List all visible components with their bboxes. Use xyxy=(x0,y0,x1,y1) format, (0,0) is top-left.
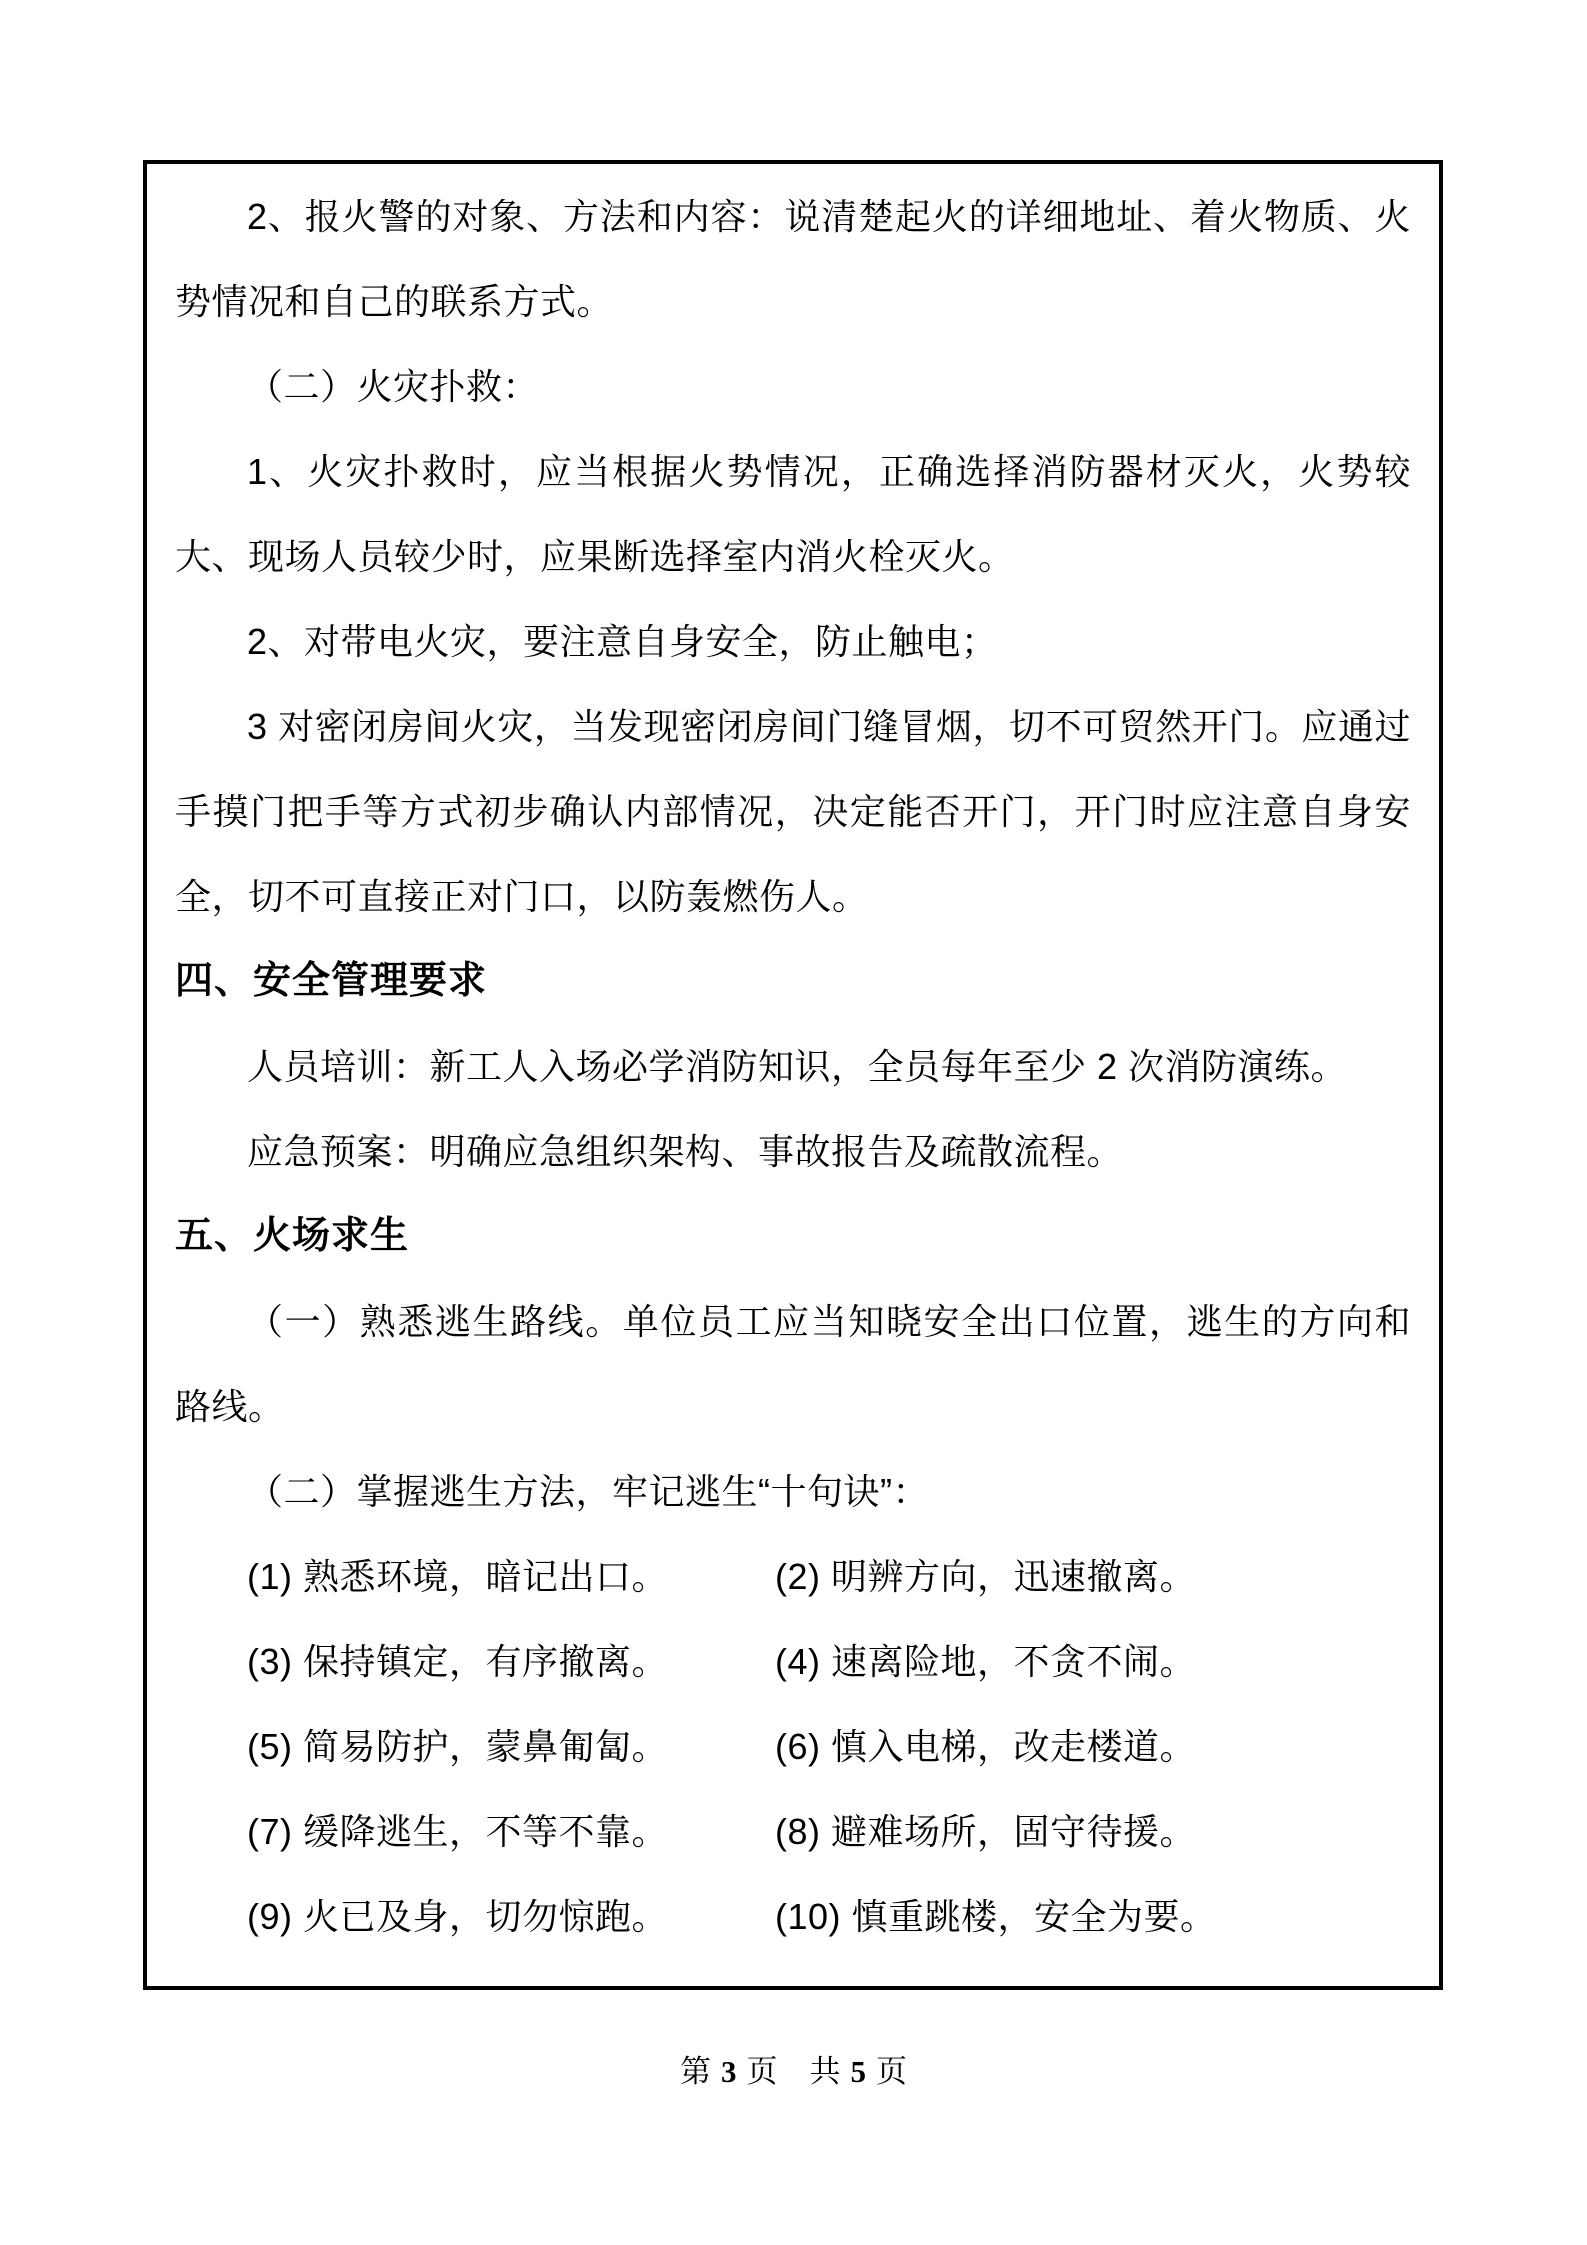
page-footer xyxy=(0,2042,1587,2102)
escape-tip-4: (4) 速离险地，不贪不闹。 xyxy=(775,1641,1197,1682)
escape-tip-3: (3) 保持镇定，有序撤离。 xyxy=(247,1641,669,1682)
escape-tip-9: (9) 火已及身，切勿惊跑。 xyxy=(247,1896,669,1937)
para-fire-report-content: 2、报火警的对象、方法和内容：说清楚起火的详细地址、着火物质、火势情况和自己的联系方式。 xyxy=(175,196,1411,322)
footer-label-di: 第 xyxy=(680,2054,711,2089)
para-firefighting-rule-3: 3 对密闭房间火灾，当发现密闭房间门缝冒烟，切不可贸然开门。应通过手摸门把手等方式初步确认内部情况，决定能否开门，开门时应注意自身安全，切不可直接正对门口，以防轰燃伤人。 xyxy=(175,706,1411,917)
document-border-box xyxy=(143,160,1443,1990)
para-firefighting-rule-1: 1、火灾扑救时，应当根据火势情况，正确选择消防器材灭火，火势较大、现场人员较少时，应果断选择室内消火栓灭火。 xyxy=(175,451,1411,577)
para-escape-route: （一）熟悉逃生路线。单位员工应当知晓安全出口位置，逃生的方向和路线。 xyxy=(175,1301,1411,1427)
escape-tip-8: (8) 避难场所，固守待援。 xyxy=(775,1811,1197,1852)
para-escape-methods-intro: （二）掌握逃生方法，牢记逃生“十句诀”： xyxy=(247,1471,929,1512)
escape-tip-row-3 xyxy=(175,1704,1411,1789)
escape-tip-row-5 xyxy=(175,1874,1411,1959)
footer-page-number: 3 xyxy=(721,2054,737,2089)
heading-section-5-fire-survival: 五、火场求生 xyxy=(175,1215,410,1257)
footer-total-pages: 5 xyxy=(850,2054,866,2089)
escape-tip-2: (2) 明辨方向，迅速撤离。 xyxy=(775,1556,1197,1597)
escape-tip-row-4 xyxy=(175,1789,1411,1874)
escape-tip-7: (7) 缓降逃生，不等不靠。 xyxy=(247,1811,669,1852)
escape-tip-1: (1) 熟悉环境，暗记出口。 xyxy=(247,1556,669,1597)
para-emergency-plan: 应急预案：明确应急组织架构、事故报告及疏散流程。 xyxy=(247,1131,1124,1172)
escape-tip-row-1 xyxy=(175,1534,1411,1619)
footer-label-ye2: 页 xyxy=(876,2054,907,2089)
footer-label-ye1: 页 xyxy=(746,2054,778,2089)
escape-tip-5: (5) 简易防护，蒙鼻匍匐。 xyxy=(247,1726,669,1767)
escape-tip-6: (6) 慎入电梯，改走楼道。 xyxy=(775,1726,1197,1767)
para-personnel-training: 人员培训：新工人入场必学消防知识，全员每年至少 2 次消防演练。 xyxy=(247,1046,1348,1087)
heading-section-4-safety-management: 四、安全管理要求 xyxy=(175,960,488,1002)
footer-label-gong: 共 xyxy=(809,2054,841,2089)
escape-tip-row-2 xyxy=(175,1619,1411,1704)
escape-tip-10: (10) 慎重跳楼，安全为要。 xyxy=(775,1896,1217,1937)
para-firefighting-rule-2: 2、对带电火灾，要注意自身安全，防止触电； xyxy=(247,621,998,662)
para-subsection-fire-fighting: （二）火灾扑救： xyxy=(247,366,540,407)
